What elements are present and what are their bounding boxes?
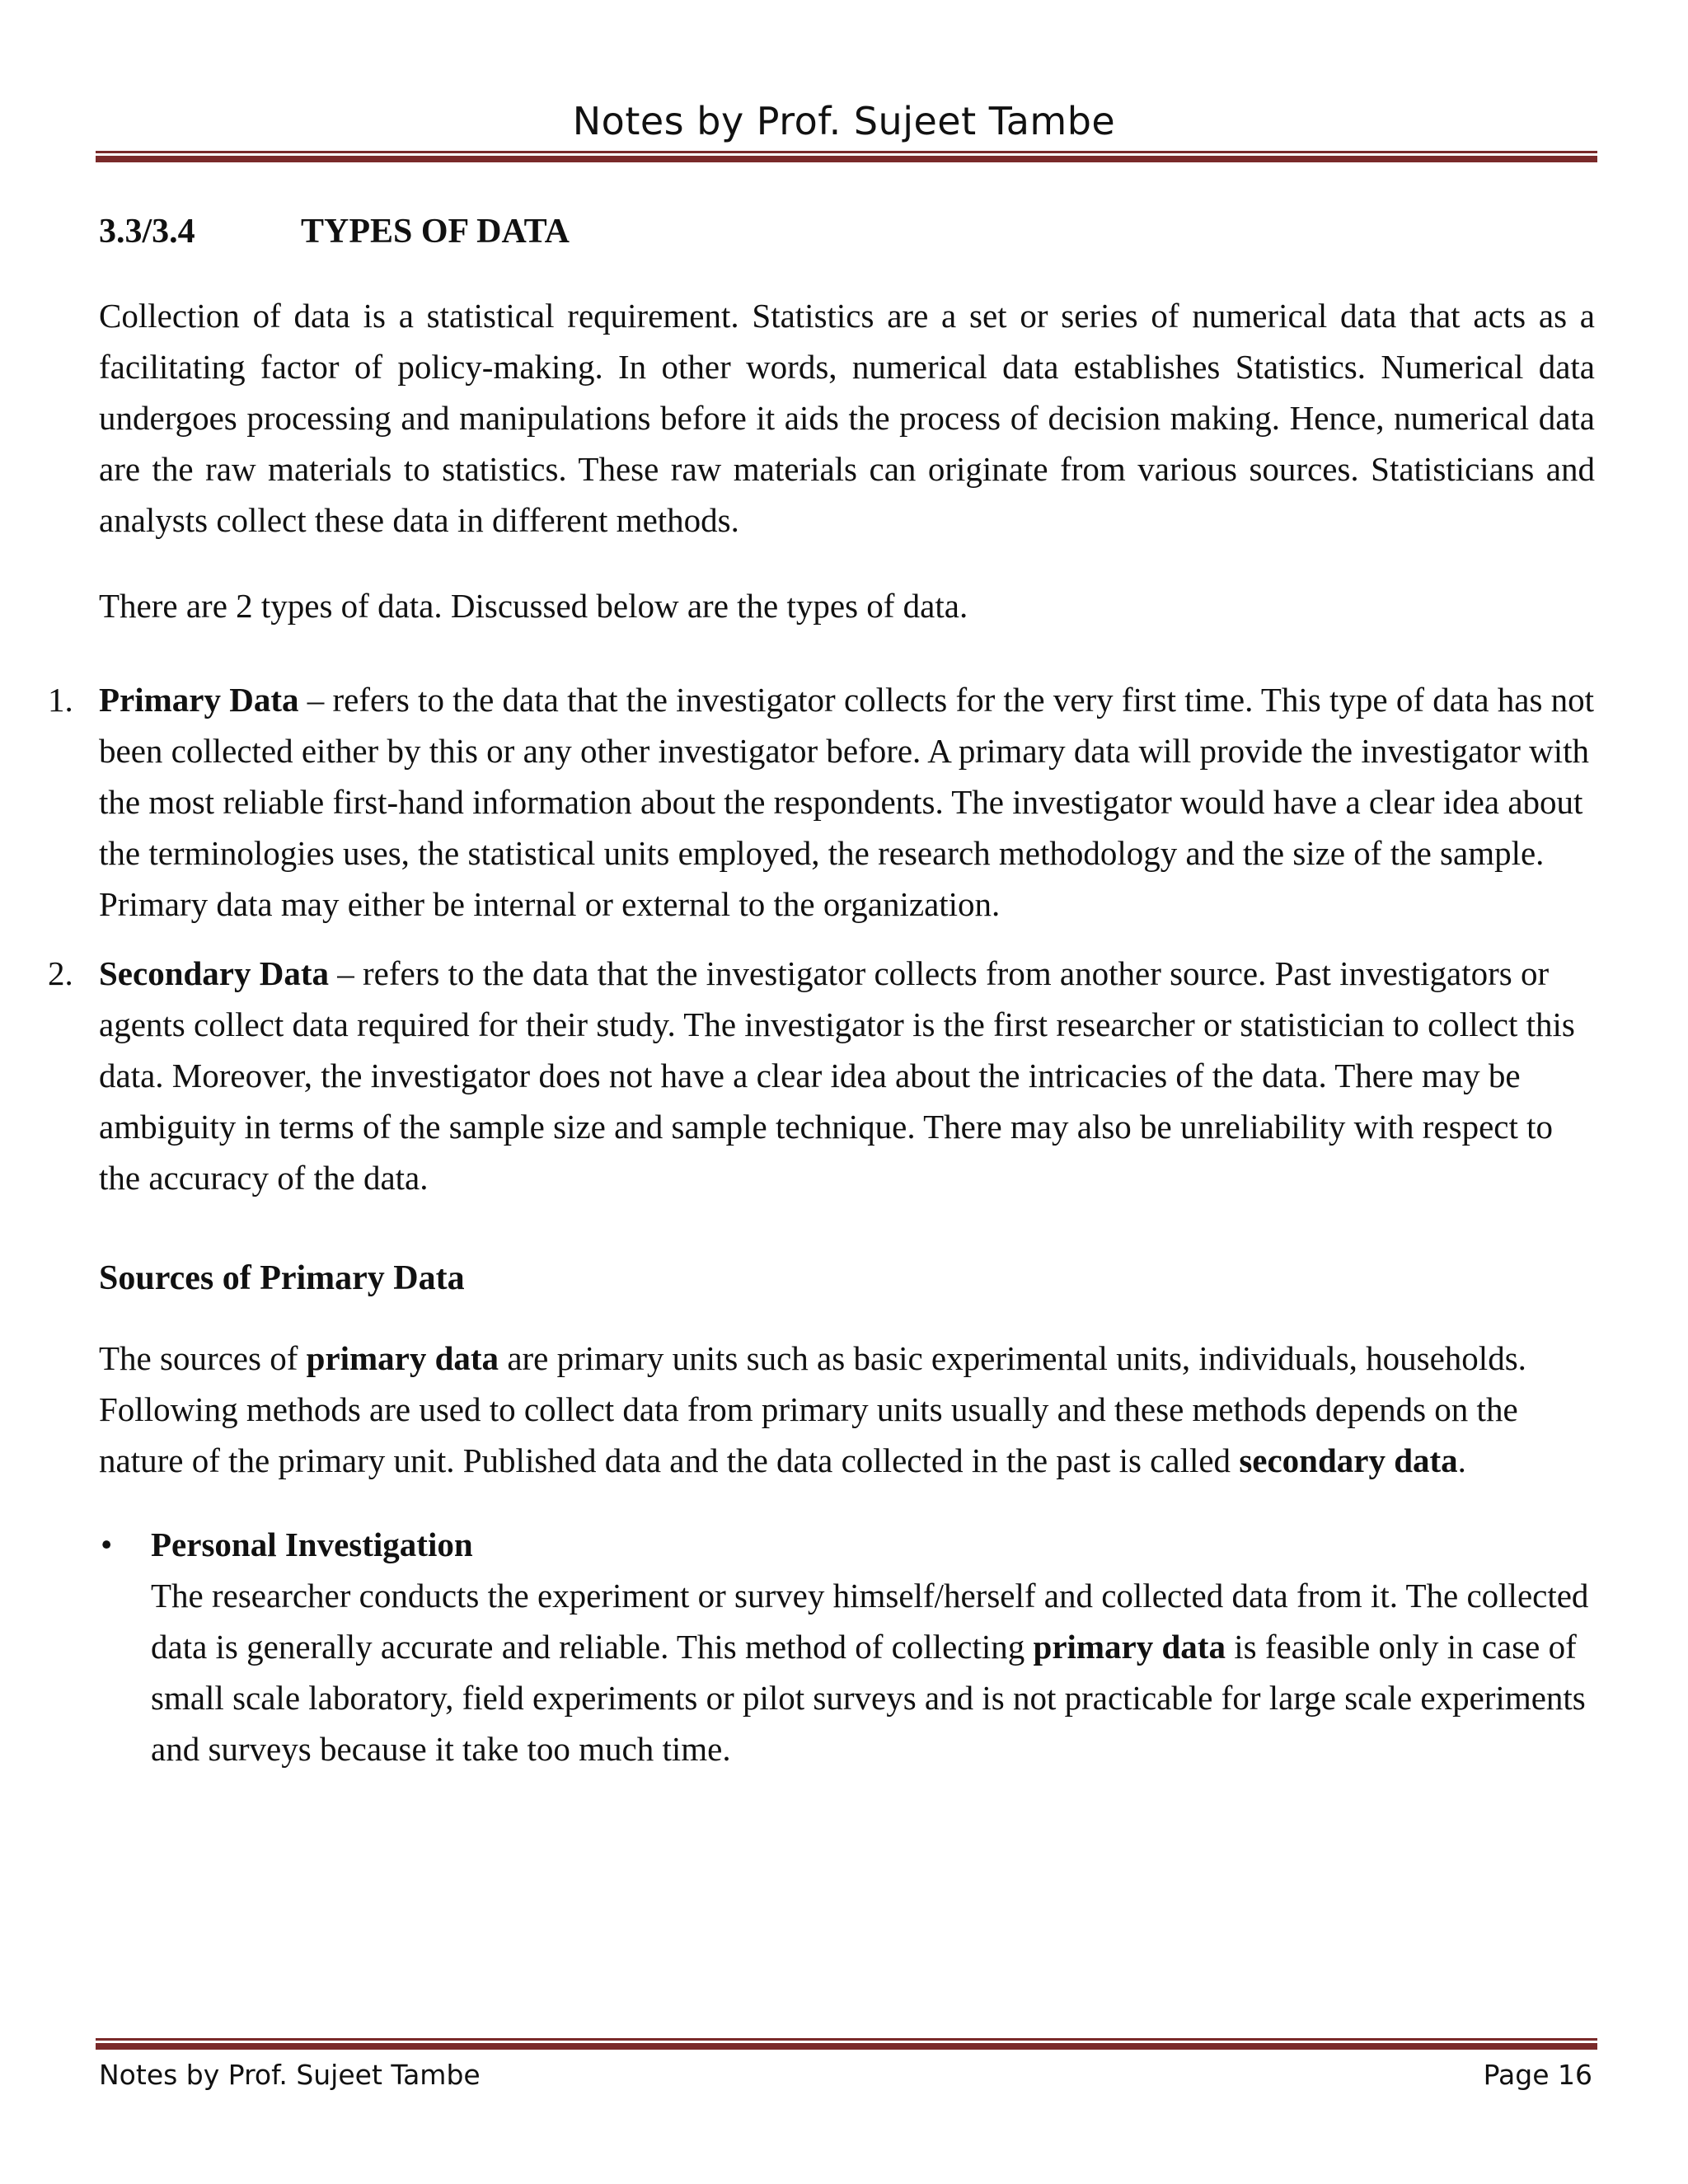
footer-page-number: Page 16 [1483,2059,1592,2091]
bullet-text-1: The researcher conducts the experiment or survey himself/herself and collected data from it. The collected data is generally accurate and reliable. This method of collecting [151,1577,1589,1666]
types-list [48,674,1595,1203]
header-rule [96,151,1597,162]
bullet-marker: • [101,1526,113,1563]
bullet-bold: primary data [1033,1628,1226,1666]
section-title: TYPES OF DATA [301,213,570,251]
sources-text-2: are primary units such as basic experimental units, individuals, households. Following methods are used to collect data from primary units usually and these methods depends on the nature of the primary unit. Published data and the data collected in the past is called [99,1339,1526,1479]
sources-bold-primary: primary data [306,1339,499,1377]
primary-data-definition: – refers to the data that the investigator collects for the very first time. This type of data has not been collected either by this or any other investigator before. A primary data will provide the investigator with the most reliable first-hand information about the respondents. The investigator would have a clear idea about the terminologies uses, the statistical units employed, the research methodology and the size of the sample. Primary data may either be internal or external to the organization. [99,681,1595,923]
list-marker: 2. [48,954,73,992]
term-primary-data: Primary Data [99,681,299,719]
bullet-body [151,1570,1595,1774]
sources-paragraph [99,1333,1595,1486]
list-marker: 1. [48,681,73,719]
page-content [48,206,1595,1774]
bullet-personal-investigation [99,1519,1595,1774]
page-header-title: Notes by Prof. Sujeet Tambe [572,99,1116,143]
bullet-title: Personal Investigation [151,1526,473,1563]
section-number: 3.3/3.4 [99,213,195,251]
section-heading [99,206,1595,257]
sources-bold-secondary: secondary data [1239,1441,1458,1479]
sources-heading: Sources of Primary Data [99,1259,465,1297]
footer-author: Notes by Prof. Sujeet Tambe [99,2059,481,2091]
sources-text-1: The sources of [99,1339,307,1377]
term-secondary-data: Secondary Data [99,954,330,992]
intro-paragraph-2: There are 2 types of data. Discussed below are the types of data. [99,587,968,625]
intro-paragraph-1: Collection of data is a statistical requirement. Statistics are a set or series of numerical data that acts as a facilitating factor of policy-making. In other words, numerical data establishes Statistics. Numerical data undergoes processing and manipulations before it aids the process of decision making. Hence, numerical data are the raw materials to statistics. These raw materials can originate from various sources. Statisticians and analysts collect these data in different methods. [99,297,1595,539]
bullet-text-2: is feasible only in case of small scale laboratory, field experiments or pilot surveys and is not practicable for large scale experiments and surveys because it take too much time. [151,1628,1586,1768]
list-item-primary-data [48,674,1595,930]
footer-rule [96,2038,1597,2050]
list-item-secondary-data [48,948,1595,1203]
sources-text-3: . [1457,1441,1466,1479]
secondary-data-definition: – refers to the data that the investigator collects from another source. Past investigators or agents collect data required for their study. The investigator is the first researcher or statistician to collect this data. Moreover, the investigator does not have a clear idea about the intricacies of the data. There may be ambiguity in terms of the sample size and sample technique. There may also be unreliability with respect to the accuracy of the data. [99,954,1575,1197]
